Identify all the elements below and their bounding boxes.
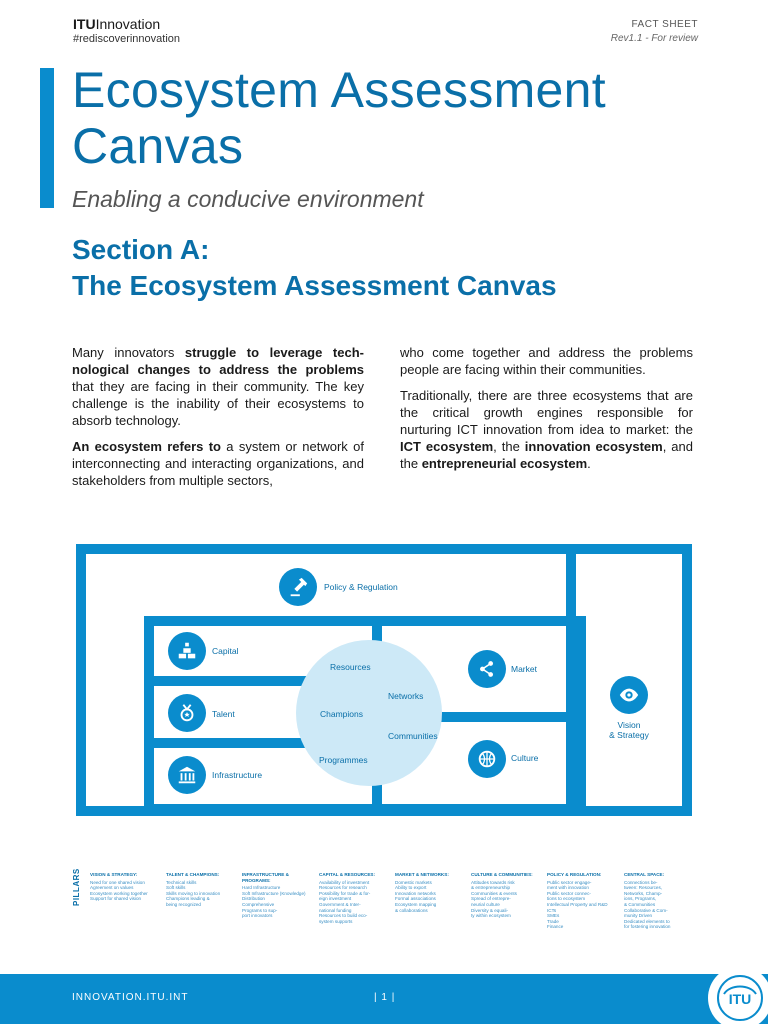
pillar-heading: CENTRAL SPACE: bbox=[624, 872, 665, 877]
pillar-line: Dedicated elements to bbox=[624, 918, 670, 924]
pillar-line: for fostering innovation bbox=[624, 924, 671, 930]
pillar-line: Attitudes towards risk bbox=[471, 879, 515, 885]
ecosystem-canvas-diagram bbox=[76, 544, 692, 816]
pillar-heading: CAPITAL & RESOURCES: bbox=[319, 872, 375, 877]
revision-label: Rev1.1 - For review bbox=[610, 33, 698, 44]
pillar-line: Trade bbox=[547, 918, 559, 924]
pillar-line: ty within ecosystem bbox=[471, 913, 511, 919]
logo-text: ITU bbox=[728, 991, 752, 1007]
paragraph-1: Many innovators struggle to leverage technological changes to address the problems that they are facing in their community. The key challenge is the inability of their ecosystems to absorb technology. bbox=[72, 345, 364, 428]
pillar-line: Possibility for trade & for- bbox=[319, 890, 371, 896]
pillar-line: Soft skills bbox=[166, 885, 186, 891]
networks-label: Networks bbox=[388, 691, 424, 701]
culture-label: Culture bbox=[511, 753, 539, 763]
itu-logo bbox=[708, 966, 768, 1024]
pillar-line: & collaborations bbox=[395, 907, 428, 913]
brand-name: ITUInnovation bbox=[73, 16, 161, 32]
pillar-column bbox=[624, 872, 700, 930]
pillar-column bbox=[166, 872, 242, 908]
doc-type-label: FACT SHEET bbox=[631, 19, 698, 30]
pillar-column bbox=[242, 872, 318, 919]
pillar-line: eign investment bbox=[319, 896, 352, 902]
pillar-line: being recognized bbox=[166, 901, 201, 907]
pillar-line: tween: Resources, bbox=[624, 885, 663, 891]
pillar-line: Public sector connec- bbox=[547, 890, 591, 896]
pillar-line: Skills moving to innovation bbox=[166, 890, 221, 896]
pillar-line: ment with innovation bbox=[547, 885, 589, 891]
pillar-line: Resources for research bbox=[319, 885, 367, 891]
pillar-line: Need for one shared vision bbox=[90, 879, 145, 885]
pillar-line: Networks, Champ- bbox=[624, 890, 663, 896]
pillar-line: tions to ecosystem bbox=[547, 896, 586, 902]
policy-icon bbox=[279, 568, 317, 606]
talent-icon bbox=[168, 694, 206, 732]
paragraph-2: An ecosystem refers to a system or network of interconnecting and interacting organizations, and stakeholders from multiple sectors, bbox=[72, 439, 364, 488]
pillar-line: Distribution bbox=[242, 896, 265, 902]
pillar-line: Soft Infrastructure (Knowledge) bbox=[242, 890, 306, 896]
pillar-line: neurial culture bbox=[471, 901, 500, 907]
infrastructure-icon bbox=[168, 756, 206, 794]
vision-label: Vision & Strategy bbox=[609, 720, 649, 740]
pillar-line: Innovation networks bbox=[395, 890, 436, 896]
capital-icon bbox=[168, 632, 206, 670]
pillar-line: Domestic markets bbox=[395, 879, 432, 885]
pillar-line: Availability of investment bbox=[319, 879, 370, 885]
page-number: | 1 | bbox=[374, 992, 396, 1003]
pillar-line: port innovators bbox=[242, 913, 273, 919]
resources-label: Resources bbox=[330, 662, 371, 672]
pillar-line: Programs to sup- bbox=[242, 907, 278, 913]
pillar-line: Government & Inter- bbox=[319, 901, 361, 907]
pillar-line: Collaborative & Com- bbox=[624, 907, 668, 913]
champions-label: Champions bbox=[320, 709, 363, 719]
programmes-label: Programmes bbox=[319, 755, 368, 765]
pillars-tag: PILLARS bbox=[72, 868, 81, 906]
pillar-line: Comprehensive bbox=[242, 901, 275, 907]
pillar-column bbox=[395, 872, 471, 913]
pillar-line: Formal associations bbox=[395, 896, 436, 902]
infrastructure-label: Infrastructure bbox=[212, 770, 263, 780]
policy-label: Policy & Regulation bbox=[324, 582, 398, 592]
pillar-column bbox=[90, 872, 166, 902]
page-title: Ecosystem Assessment Canvas bbox=[72, 62, 606, 174]
pillar-line: SMEs bbox=[547, 913, 560, 919]
pillar-line: Connections be- bbox=[624, 879, 658, 885]
talent-label: Talent bbox=[212, 709, 235, 719]
pillar-line: Ecosystem mapping bbox=[395, 901, 437, 907]
pillar-column bbox=[471, 872, 547, 919]
communities-label: Communities bbox=[388, 731, 438, 741]
pillar-line: munity Driven bbox=[624, 913, 653, 919]
culture-icon bbox=[468, 740, 506, 778]
paragraph-4: Traditionally, there are three ecosystems that are the critical growth engines responsible for nurturing ICT innovation from idea to market: the ICT ecosystem, the innovation ecosystem, and the entrepreneurial ecosystem. bbox=[400, 388, 694, 471]
pillar-line: national funding bbox=[319, 907, 352, 913]
pillar-line: Diversity & equali- bbox=[471, 907, 509, 913]
itu-logo-mark bbox=[714, 972, 766, 1024]
body-column-right bbox=[400, 344, 693, 481]
pillar-heading: INFRASTRUCTURE & PROGRAMS: bbox=[242, 872, 289, 883]
pillar-heading: CULTURE & COMMUNITIES: bbox=[471, 872, 533, 877]
pillar-line: Ecosystem working together bbox=[90, 890, 148, 896]
pillar-heading: TALENT & CHAMPIONS: bbox=[166, 872, 220, 877]
pillar-line: Agreement on values bbox=[90, 885, 134, 891]
pillar-line: Technical skills bbox=[166, 879, 197, 885]
market-label: Market bbox=[511, 664, 537, 674]
pillar-line: Spread of entrepre- bbox=[471, 896, 511, 902]
pillar-line: Hard Infrastructure bbox=[242, 885, 281, 891]
pillar-line: Ability to export bbox=[395, 885, 427, 891]
capital-label: Capital bbox=[212, 646, 239, 656]
title-accent-bar bbox=[40, 68, 54, 208]
pillar-line: Communities & events bbox=[471, 890, 517, 896]
pillar-heading: VISION & STRATEGY: bbox=[90, 872, 138, 877]
pillar-line: & entrepreneurship bbox=[471, 885, 511, 891]
pillar-line: Public sector engage- bbox=[547, 879, 592, 885]
pillar-column bbox=[547, 872, 623, 930]
footer-url-link[interactable]: INNOVATION.ITU.INT bbox=[72, 992, 189, 1003]
pillar-line: Intellectual Property and R&D bbox=[547, 901, 608, 907]
pillar-line: Finance bbox=[547, 924, 564, 930]
pillar-column bbox=[319, 872, 395, 924]
pillar-heading: POLICY & REGULATION: bbox=[547, 872, 602, 877]
paragraph-3: who come together and address the problems people are facing within their communities. bbox=[400, 345, 693, 377]
body-column-left bbox=[72, 344, 364, 498]
vision-icon bbox=[610, 676, 648, 714]
section-heading: Section A: The Ecosystem Assessment Canvas bbox=[72, 234, 557, 301]
pillar-line: ions, Programs, bbox=[624, 896, 657, 902]
hashtag: #rediscoverinnovation bbox=[73, 33, 181, 45]
pillar-line: & Communities bbox=[624, 901, 656, 907]
pillar-line: system supports bbox=[319, 918, 353, 924]
pillar-line: Champions leading & bbox=[166, 896, 210, 902]
market-icon bbox=[468, 650, 506, 688]
pillar-line: Resources to build eco- bbox=[319, 913, 368, 919]
pillar-line: ICTs bbox=[547, 907, 557, 913]
pillar-heading: MARKET & NETWORKS: bbox=[395, 872, 449, 877]
page-subtitle: Enabling a conducive environment bbox=[72, 186, 424, 212]
pillar-line: Support for shared vision bbox=[90, 896, 142, 902]
